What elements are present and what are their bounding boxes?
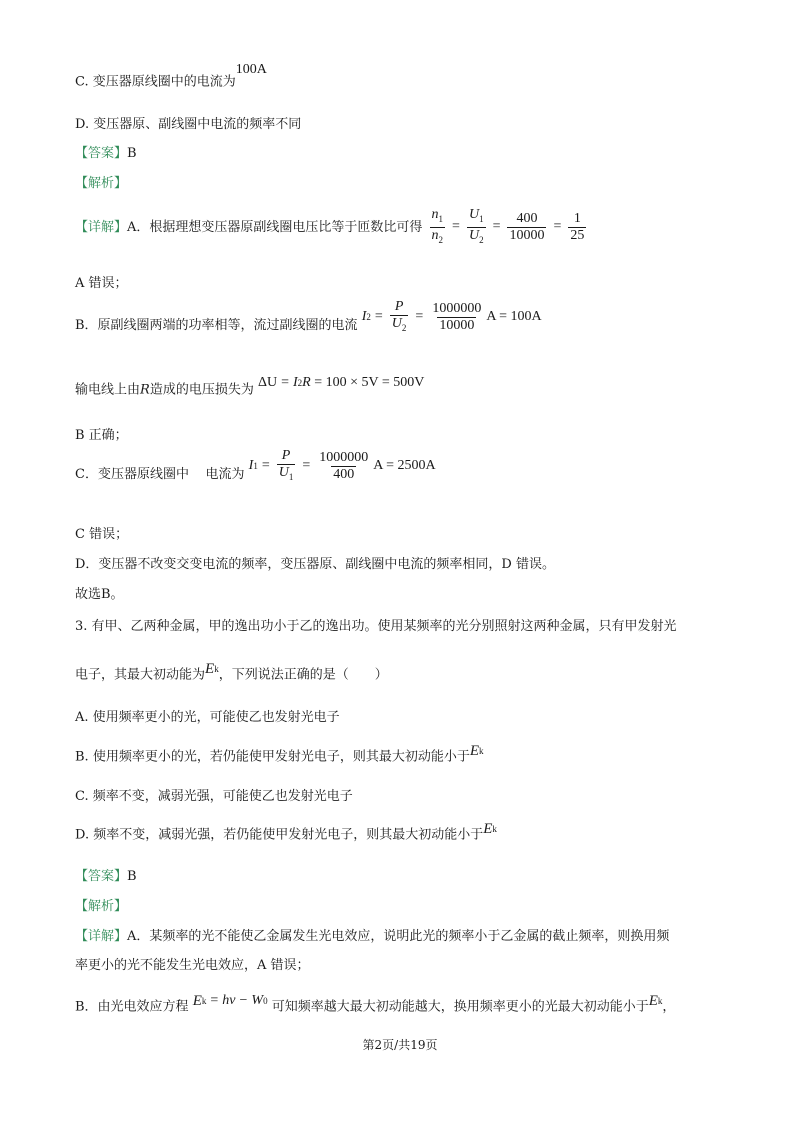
answer-line — [75, 144, 137, 164]
q3-detail-b: B．由光电效应方程 E k = h ν − W 0 可知频率越大最大初动能越大，换用频率更小的光最大初动能小于 E k ， — [75, 993, 676, 1015]
voltage-loss-formula: ΔU = I 2 R = 100 × 5V = 500V — [257, 375, 425, 390]
detail-a — [75, 207, 589, 248]
page-footer: 第2页/共19页 — [362, 1038, 438, 1052]
turns-ratio-formula: $\frac{n_1}{n_2}$ = $\frac{U_1}{U_2}$ = $\frac{400}{10000}$ = $\frac{1}{25}$ — [427, 207, 590, 248]
b-right: B 正确； — [75, 428, 128, 443]
ek-symbol: E k — [205, 661, 219, 677]
q3-option-c: C. 频率不变，减弱光强，可能使乙也发射光电子 — [75, 789, 353, 804]
i1-formula: I 1 = $\frac{P}{U_1}$ = $\frac{1000000}{400}$ A = 2500A — [249, 448, 436, 485]
c-wrong: C 错误； — [75, 527, 129, 542]
detail-tag: 【详解】 — [75, 219, 128, 235]
ek-symbol: E k — [469, 743, 484, 759]
answer-tag: 【答案】 — [75, 146, 128, 161]
q3-option-a: A. 使用频率更小的光，可能使乙也发射光电子 — [75, 710, 340, 725]
ek-symbol: E k — [483, 821, 497, 837]
q3-detail-a-2: 率更小的光不能发生光电效应，A 错误； — [75, 958, 310, 973]
analysis-tag: 【解析】 — [75, 176, 128, 191]
ek-symbol: E k — [648, 993, 663, 1009]
q3-option-b: B. 使用频率更小的光，若仍能使甲发射光电子，则其最大初动能小于 E k — [75, 743, 484, 765]
option-c — [75, 62, 267, 93]
voltage-loss: 输电线上由R造成的电压损失为 ΔU = I 2 R = 100 × 5V = 500V — [75, 375, 425, 398]
q3-option-d: D. 频率不变，减弱光强，若仍能使甲发射光电子，则其最大初动能小于 E k — [75, 821, 497, 843]
q3-stem-1: 3. 有甲、乙两种金属，甲的逸出功小于乙的逸出功。使用某频率的光分别照射这两种金属，只有甲发射光 — [75, 619, 677, 634]
choose-b: 故选B。 — [75, 587, 124, 602]
q3-detail-a-1: 【详解】A．某频率的光不能使乙金属发生光电效应，说明此光的频率小于乙金属的截止频率，则换用频 — [75, 929, 670, 944]
detail-b-text: B．原副线圈两端的功率相等，流过副线圈的电流 — [75, 317, 358, 333]
q3-analysis-tag: 【解析】 — [75, 899, 128, 914]
a-wrong: A 错误； — [75, 276, 128, 291]
einstein-equation: E k = h ν − W 0 — [192, 993, 268, 1009]
option-c-value: 100A — [235, 62, 267, 77]
i2-formula: I 2 = $\frac{P}{U_2}$ = $\frac{1000000}{10000}$ A = 100A — [362, 299, 542, 336]
answer-value: B — [127, 146, 137, 161]
q3-answer-line: 【答案】B — [75, 869, 137, 884]
q3-stem-2: 电子，其最大初动能为 E k ，下列说法正确的是（ ） — [75, 661, 388, 683]
option-c-text: C. 变压器原线圈中的电流为 — [75, 74, 236, 90]
detail-a-text: A．根据理想变压器原副线圈电压比等于匝数比可得 — [127, 219, 423, 235]
option-d: D. 变压器原、副线圈中电流的频率不同 — [75, 117, 302, 132]
detail-c: C．变压器原线圈中 电流为 I 1 = $\frac{P}{U_1}$ = $\frac{1000000}{400}$ A = 2500A — [75, 456, 436, 493]
detail-d: D．变压器不改变交变电流的频率，变压器原、副线圈中电流的频率相同，D 错误。 — [75, 557, 555, 572]
detail-b — [75, 299, 542, 344]
